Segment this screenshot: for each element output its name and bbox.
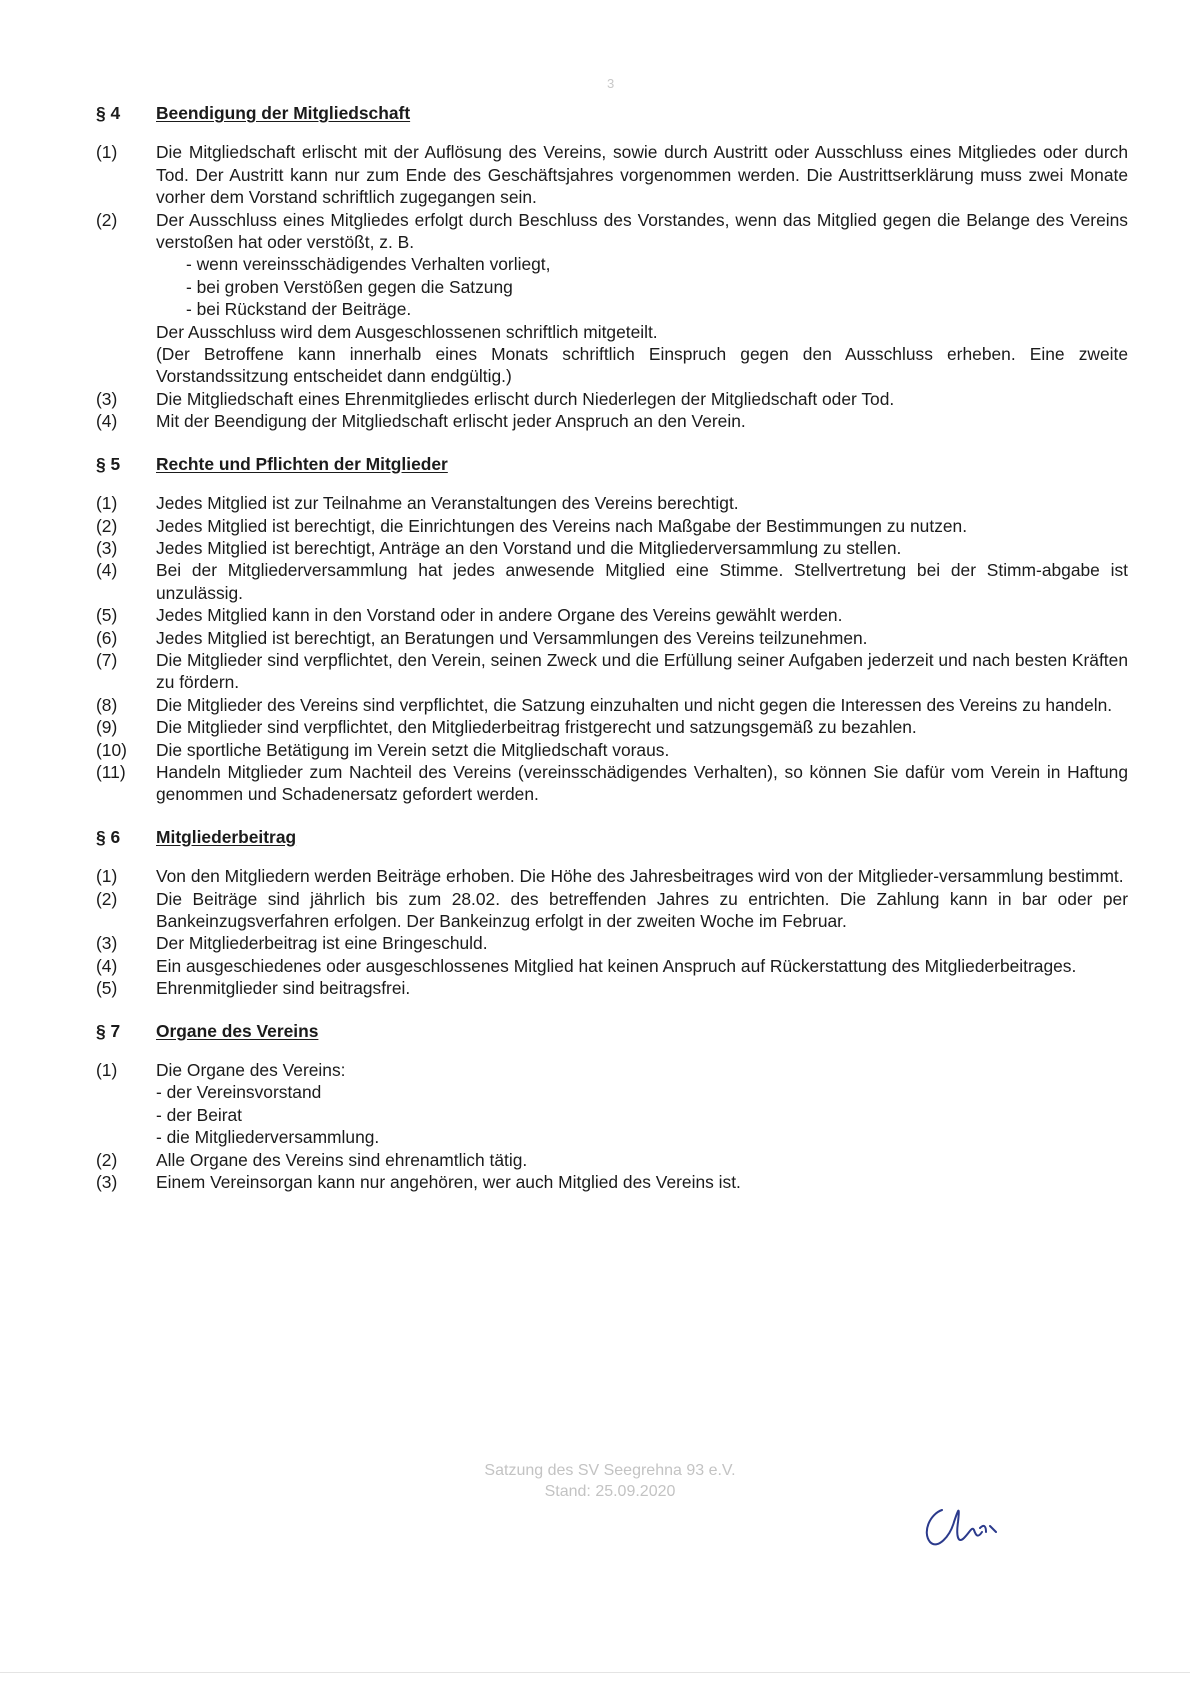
- text-line: Von den Mitgliedern werden Beiträge erhoben. Die Höhe des Jahresbeitrages wird von der Mitglieder-versammlung bestimmt.: [156, 866, 1124, 887]
- section: [96, 826, 1128, 1000]
- paragraph-text: [156, 888, 1128, 933]
- text-line: Einem Vereinsorgan kann nur angehören, wer auch Mitglied des Vereins ist.: [156, 1172, 741, 1193]
- section-heading: [96, 102, 1128, 124]
- paragraph-number: (2): [96, 1149, 118, 1170]
- paragraph: [96, 888, 1128, 933]
- section-heading: [96, 1020, 1128, 1042]
- page-bottom-edge: [0, 1672, 1190, 1673]
- paragraph-number: (11): [96, 761, 126, 782]
- paragraph: [96, 209, 1128, 388]
- paragraph-text: [156, 537, 1128, 559]
- paragraph-text: [156, 1171, 1128, 1193]
- text-line: Die Mitglieder sind verpflichtet, den Verein, seinen Zweck und die Erfüllung seiner Aufgaben jederzeit und nach besten Kräften zu fördern.: [156, 649, 1128, 693]
- paragraph-text: [156, 492, 1128, 514]
- paragraph-number: (3): [96, 933, 118, 954]
- section-number: § 4: [96, 103, 121, 123]
- paragraph: [96, 388, 1128, 410]
- paragraph-number: (7): [96, 649, 118, 670]
- paragraph: [96, 604, 1128, 626]
- paragraph: [96, 1171, 1128, 1193]
- paragraph: [96, 716, 1128, 738]
- footer-title: Satzung des SV Seegrehna 93 e.V.: [484, 1462, 736, 1479]
- paragraph-text: [156, 559, 1128, 604]
- text-line: Ein ausgeschiedenes oder ausgeschlossenes Mitglied hat keinen Anspruch auf Rückerstattung des Mitgliederbeitrages.: [156, 955, 1077, 976]
- text-line: Die Mitglieder sind verpflichtet, den Mitgliederbeitrag fristgerecht und satzungsgemäß zu bezahlen.: [156, 717, 917, 738]
- paragraph-number: (2): [96, 888, 118, 909]
- text-line: Jedes Mitglied kann in den Vorstand oder in andere Organe des Vereins gewählt werden.: [156, 605, 843, 626]
- paragraph: [96, 537, 1128, 559]
- paragraph-text: [156, 1149, 1128, 1171]
- paragraph: [96, 410, 1128, 432]
- paragraph-number: (1): [96, 493, 118, 514]
- text-line: Die Mitglieder des Vereins sind verpflichtet, die Satzung einzuhalten und nicht gegen die Interessen des Vereins zu handeln.: [156, 694, 1113, 715]
- section-title: Organe des Vereins: [156, 1020, 319, 1041]
- paragraph-number: (1): [96, 142, 118, 163]
- paragraph-number: (3): [96, 388, 118, 409]
- paragraph-text: [156, 955, 1128, 977]
- paragraph: [96, 694, 1128, 716]
- paragraph-number: (1): [96, 1060, 118, 1081]
- paragraph: [96, 761, 1128, 806]
- section-number: § 6: [96, 826, 121, 847]
- paragraph-text: [156, 604, 1128, 626]
- text-line: Der Mitgliederbeitrag ist eine Bringeschuld.: [156, 933, 488, 954]
- section-heading: [96, 826, 1128, 848]
- section: [96, 453, 1128, 806]
- paragraph-text: [156, 1059, 1128, 1149]
- text-line: Die Beiträge sind jährlich bis zum 28.02. des betreffenden Jahres zu entrichten. Die Zahlung kann in bar oder per Bankeinzugsverfahren erfolgen. Der Bankeinzug erfolgt in der zweiten Woche im Februar.: [156, 888, 1128, 931]
- paragraph-number: (4): [96, 560, 118, 581]
- text-line: Die Organe des Vereins:: [156, 1060, 346, 1081]
- paragraph-text: [156, 694, 1128, 716]
- text-line: Der Ausschluss eines Mitgliedes erfolgt durch Beschluss des Vorstandes, wenn das Mitglied gegen die Belange des Vereins verstoßen hat oder verstößt, z. B.: [156, 209, 1128, 253]
- paragraph-text: [156, 388, 1128, 410]
- paragraph: [96, 932, 1128, 954]
- paragraph: [96, 739, 1128, 761]
- paragraph-text: [156, 865, 1128, 887]
- paragraph-text: [156, 649, 1128, 694]
- section-title: Rechte und Pflichten der Mitglieder: [156, 453, 448, 474]
- text-line: Handeln Mitglieder zum Nachteil des Vereins (vereinsschädigendes Verhalten), so können Sie dafür vom Verein in Haftung genommen und Schadenersatz gefordert werden.: [156, 761, 1128, 805]
- paragraph-text: [156, 515, 1128, 537]
- paragraph-number: (2): [96, 515, 118, 536]
- document-body: [96, 102, 1128, 1213]
- text-line: Alle Organe des Vereins sind ehrenamtlich tätig.: [156, 1149, 528, 1170]
- paragraph-number: (9): [96, 717, 118, 738]
- list-item: - bei groben Verstößen gegen die Satzung: [186, 276, 513, 297]
- paragraph: [96, 492, 1128, 514]
- list-item: - der Beirat: [156, 1104, 243, 1125]
- text-line: (Der Betroffene kann innerhalb eines Monats schriftlich Einspruch gegen den Ausschluss erheben. Eine zweite Vorstandssitzung entscheidet dann endgültig.): [156, 344, 1128, 387]
- list-item: - wenn vereinsschädigendes Verhalten vorliegt,: [186, 254, 551, 275]
- list-item: - die Mitgliederversammlung.: [156, 1127, 380, 1148]
- paragraph-text: [156, 977, 1128, 999]
- paragraph-number: (5): [96, 605, 118, 626]
- section-title: Beendigung der Mitgliedschaft: [156, 103, 411, 123]
- paragraph-number: (3): [96, 1172, 118, 1193]
- handwritten-signature: [920, 1492, 1030, 1552]
- text-line: Jedes Mitglied ist berechtigt, Anträge an den Vorstand und die Mitgliederversammlung zu stellen.: [156, 537, 902, 558]
- paragraph: [96, 649, 1128, 694]
- paragraph-text: [156, 932, 1128, 954]
- paragraph-number: (8): [96, 694, 118, 715]
- paragraph-number: (2): [96, 209, 118, 230]
- paragraph-text: [156, 761, 1128, 806]
- section: [96, 1020, 1128, 1194]
- paragraph-text: [156, 209, 1128, 388]
- paragraph-text: [156, 739, 1128, 761]
- page-number: 3: [607, 76, 615, 91]
- text-line: Jedes Mitglied ist zur Teilnahme an Veranstaltungen des Vereins berechtigt.: [156, 493, 739, 514]
- document-footer: [350, 1460, 870, 1502]
- paragraph: [96, 627, 1128, 649]
- section-number: § 5: [96, 453, 121, 474]
- paragraph-text: [156, 716, 1128, 738]
- section-number: § 7: [96, 1020, 121, 1041]
- paragraph-text: [156, 141, 1128, 208]
- paragraph-number: (3): [96, 537, 118, 558]
- list-item: - der Vereinsvorstand: [156, 1082, 322, 1103]
- text-line: Jedes Mitglied ist berechtigt, an Beratungen und Versammlungen des Vereins teilzunehmen.: [156, 627, 868, 648]
- text-line: Mit der Beendigung der Mitgliedschaft erlischt jeder Anspruch an den Verein.: [156, 411, 746, 432]
- paragraph-number: (5): [96, 978, 118, 999]
- footer-date: Stand: 25.09.2020: [544, 1483, 676, 1500]
- paragraph-text: [156, 627, 1128, 649]
- text-line: Der Ausschluss wird dem Ausgeschlossenen schriftlich mitgeteilt.: [156, 321, 658, 342]
- paragraph-number: (10): [96, 739, 127, 760]
- paragraph: [96, 141, 1128, 208]
- text-line: Die Mitgliedschaft eines Ehrenmitgliedes erlischt durch Niederlegen der Mitgliedschaft oder Tod.: [156, 388, 895, 409]
- section: [96, 102, 1128, 433]
- paragraph: [96, 515, 1128, 537]
- text-line: Die sportliche Betätigung im Verein setzt die Mitgliedschaft voraus.: [156, 739, 670, 760]
- paragraph: [96, 559, 1128, 604]
- text-line: Bei der Mitgliederversammlung hat jedes anwesende Mitglied eine Stimme. Stellvertretung bei der Stimm-abgabe ist unzulässig.: [156, 560, 1128, 603]
- paragraph: [96, 955, 1128, 977]
- paragraph-text: [156, 410, 1128, 432]
- list-item: - bei Rückstand der Beiträge.: [186, 299, 412, 320]
- section-heading: [96, 453, 1128, 475]
- paragraph: [96, 865, 1128, 887]
- paragraph: [96, 977, 1128, 999]
- paragraph-number: (6): [96, 627, 118, 648]
- paragraph: [96, 1059, 1128, 1149]
- paragraph-number: (1): [96, 866, 118, 887]
- text-line: Ehrenmitglieder sind beitragsfrei.: [156, 978, 411, 999]
- text-line: Die Mitgliedschaft erlischt mit der Auflösung des Vereins, sowie durch Austritt oder Ausschluss eines Mitgliedes oder durch Tod. Der Austritt kann nur zum Ende des Geschäftsjahres vorgenommen werden. Die Austrittserklärung muss zwei Monate vorher dem Vorstand schriftlich zugegangen sein.: [156, 142, 1128, 208]
- paragraph: [96, 1149, 1128, 1171]
- paragraph-number: (4): [96, 955, 118, 976]
- section-title: Mitgliederbeitrag: [156, 826, 297, 847]
- paragraph-number: (4): [96, 411, 118, 432]
- text-line: Jedes Mitglied ist berechtigt, die Einrichtungen des Vereins nach Maßgabe der Bestimmungen zu nutzen.: [156, 515, 968, 536]
